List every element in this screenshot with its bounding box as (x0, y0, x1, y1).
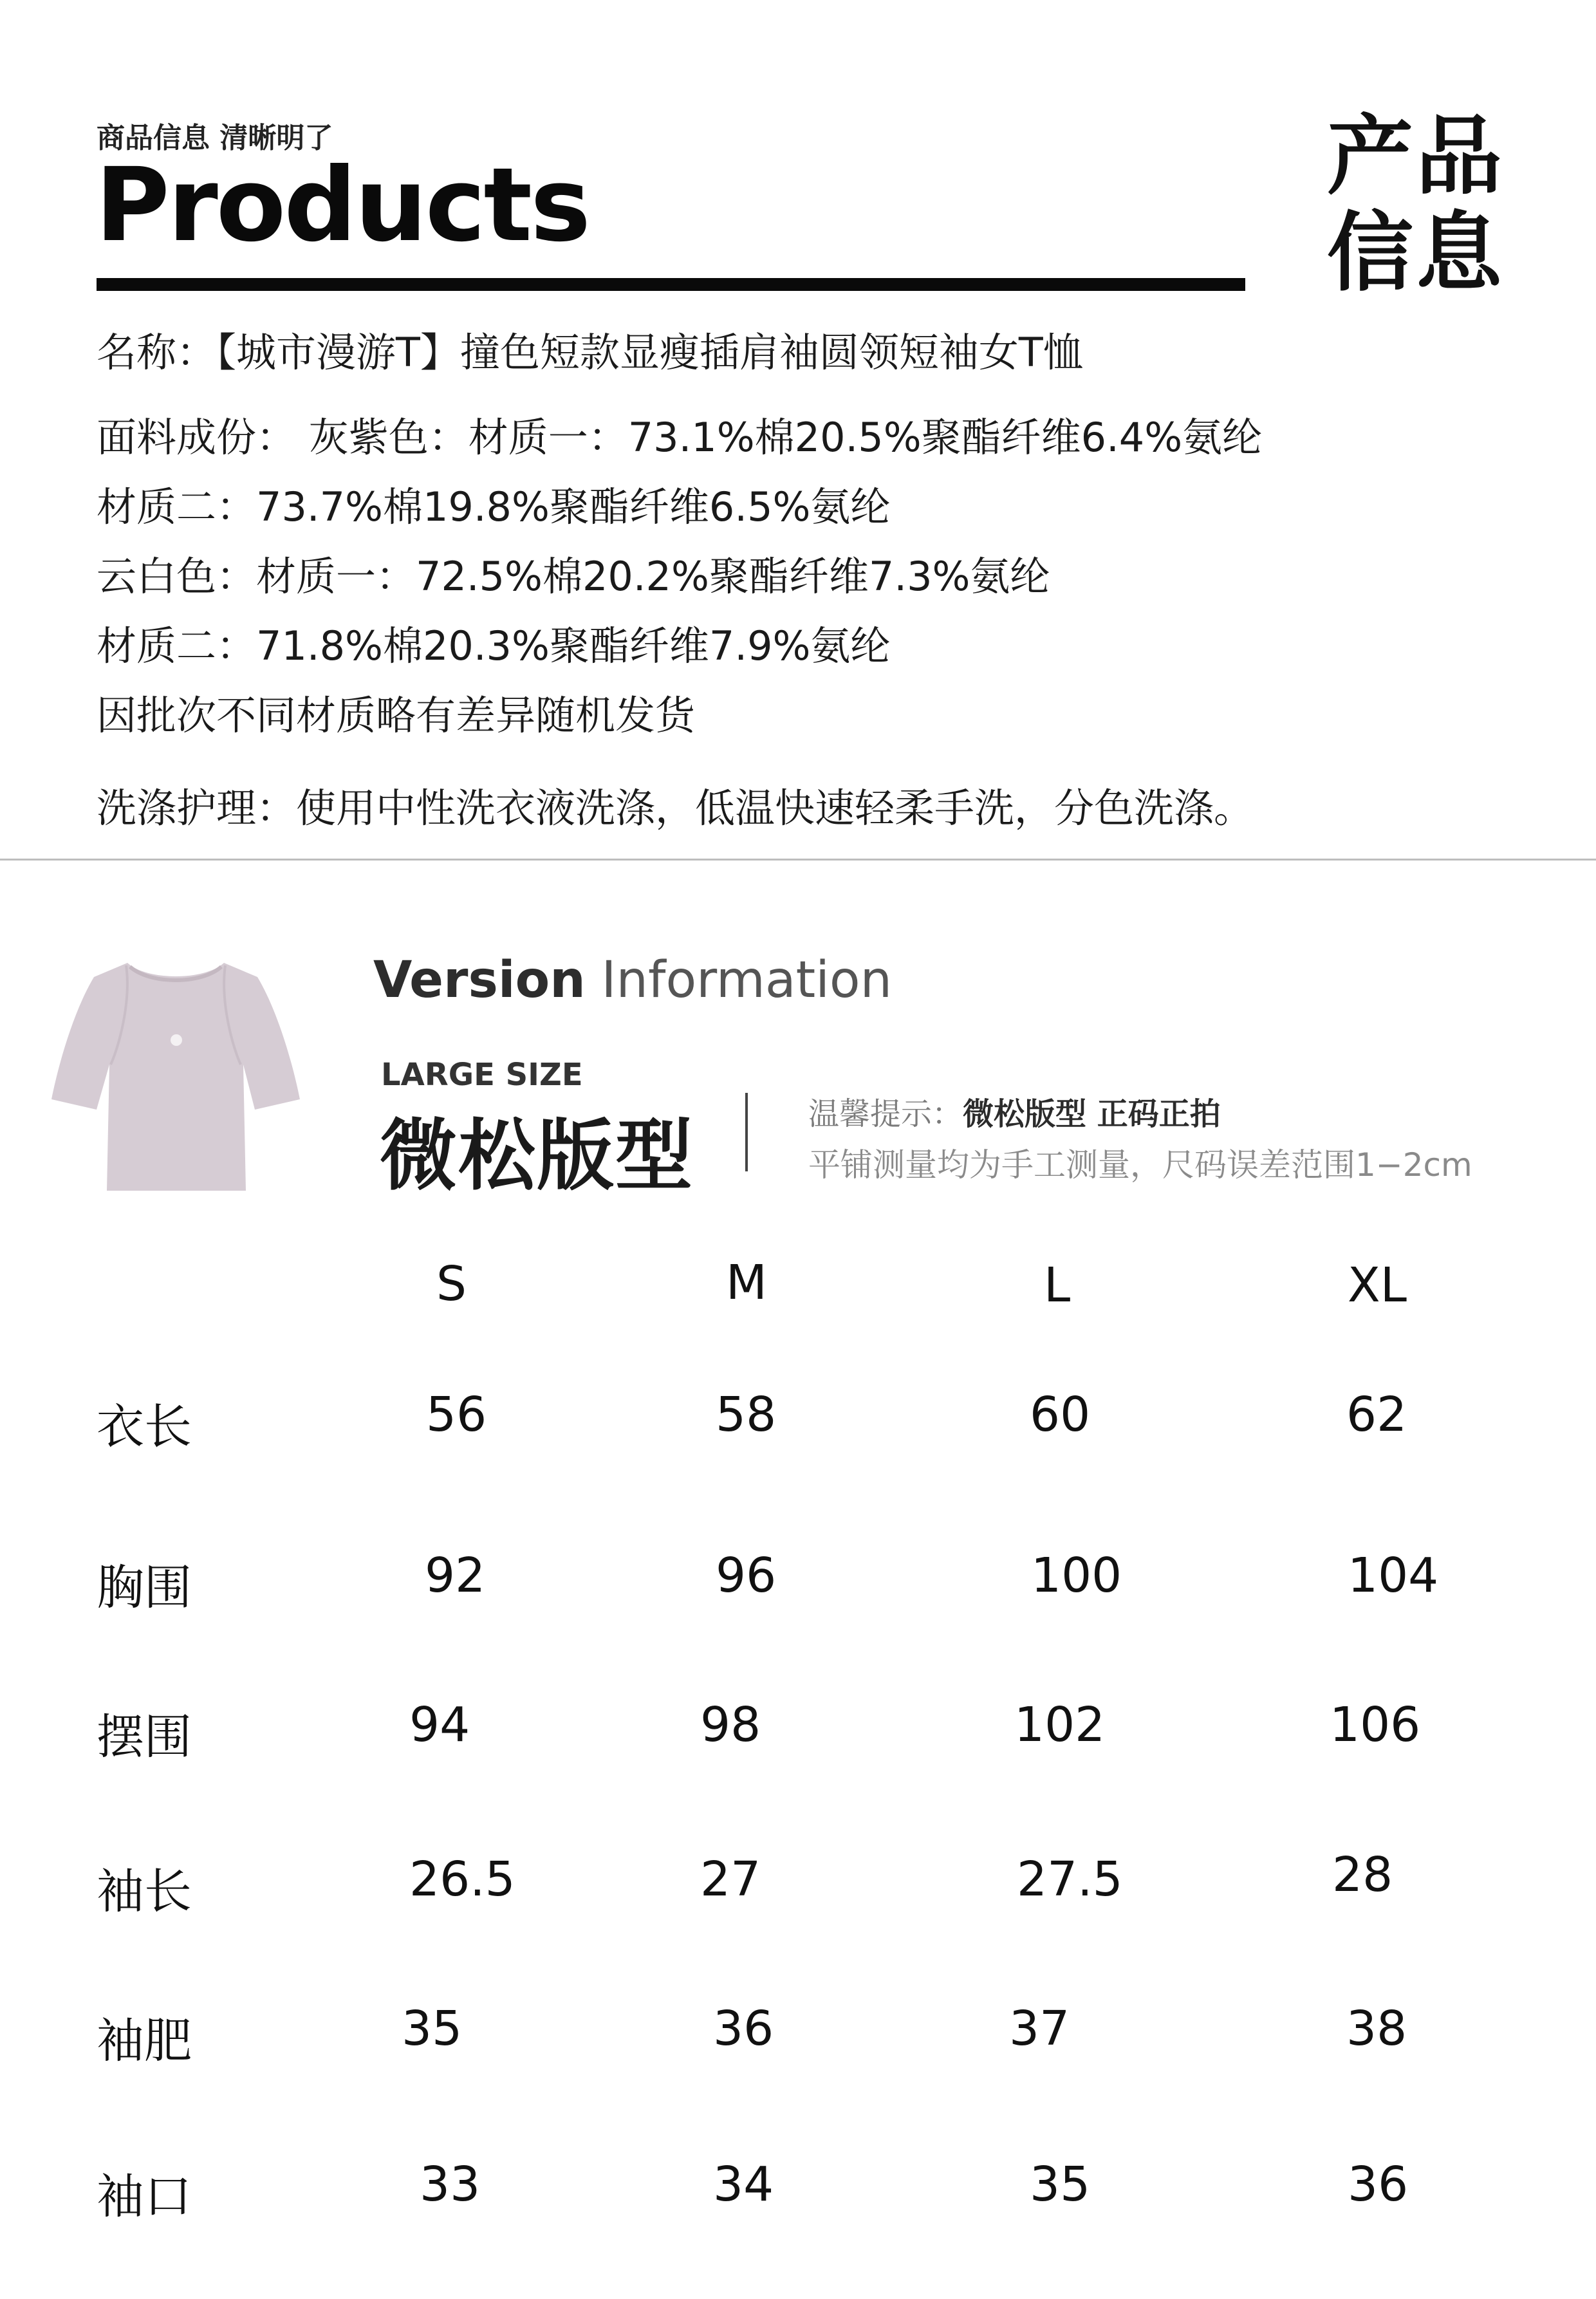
care-instructions: 洗涤护理：使用中性洗衣液洗涤，低温快速轻柔手洗，分色洗涤。 (97, 785, 1254, 832)
version-heading-bold: Version (373, 951, 586, 1009)
fit-name: 微松版型 (380, 1112, 694, 1201)
version-heading (373, 951, 892, 1009)
table-cell: 100 (1031, 1548, 1122, 1603)
table-cell: 36 (713, 2001, 774, 2056)
fabric-line-4: 材质二：71.8%棉20.3%聚酯纤维7.9%氨纶 (97, 622, 891, 669)
row-label-hem: 摆围 (97, 1709, 192, 1765)
table-cell: 26.5 (409, 1852, 515, 1907)
table-cell: 106 (1330, 1697, 1421, 1753)
row-label-chest: 胸围 (97, 1560, 192, 1615)
table-cell: 27 (700, 1852, 761, 1907)
tip-bold: 微松版型 正码正拍 (963, 1096, 1221, 1132)
table-cell: 28 (1332, 1847, 1393, 1903)
table-cell: 35 (402, 2001, 463, 2056)
table-cell: 60 (1030, 1387, 1091, 1442)
table-cell: 62 (1346, 1387, 1407, 1442)
tshirt-image (50, 951, 301, 1196)
table-cell: 35 (1030, 2157, 1091, 2212)
table-cell: 102 (1014, 1697, 1106, 1753)
size-header-m: M (726, 1255, 767, 1310)
row-label-length: 衣长 (97, 1399, 192, 1455)
size-header-xl: XL (1348, 1258, 1407, 1313)
size-header-s: S (436, 1256, 467, 1312)
tagline: 商品信息 清晰明了 (97, 122, 333, 154)
table-cell: 104 (1348, 1548, 1439, 1603)
table-cell: 98 (700, 1697, 761, 1753)
fabric-line-1: 面料成份： 灰紫色：材质一：73.1%棉20.5%聚酯纤维6.4%氨纶 (97, 414, 1263, 461)
version-heading-light: Information (585, 951, 893, 1009)
row-label-sleeve-length: 袖长 (97, 1864, 192, 1919)
page-title: Products (95, 146, 589, 265)
fabric-line-3: 云白色：材质一：72.5%棉20.2%聚酯纤维7.3%氨纶 (97, 553, 1050, 600)
table-cell: 56 (426, 1387, 487, 1442)
table-cell: 33 (420, 2157, 481, 2212)
tip-line-1 (808, 1089, 1221, 1133)
table-cell: 38 (1346, 2001, 1407, 2056)
table-cell: 37 (1009, 2001, 1070, 2056)
title-underline (97, 278, 1245, 291)
cn-title: 产品信息 (1327, 106, 1505, 303)
large-size-label: LARGE SIZE (381, 1057, 583, 1093)
tip-line-2: 平铺测量均为手工测量，尺码误差范围1−2cm (808, 1146, 1472, 1184)
fit-divider (745, 1093, 748, 1171)
table-cell: 36 (1348, 2157, 1409, 2212)
table-cell: 96 (716, 1548, 777, 1603)
row-label-cuff: 袖口 (97, 2169, 192, 2224)
row-label-sleeve-width: 袖肥 (97, 2013, 192, 2069)
table-cell: 27.5 (1017, 1852, 1123, 1907)
section-divider (0, 859, 1596, 861)
fabric-note: 因批次不同材质略有差异随机发货 (97, 692, 696, 739)
fabric-line-2: 材质二：73.7%棉19.8%聚酯纤维6.5%氨纶 (97, 483, 891, 530)
size-header-l: L (1044, 1258, 1071, 1313)
tip-prefix: 温馨提示： (808, 1096, 963, 1132)
product-name-line: 名称：【城市漫游T】撞色短款显瘦插肩袖圆领短袖女T恤 (97, 329, 1083, 376)
table-cell: 58 (716, 1387, 777, 1442)
table-cell: 34 (713, 2157, 774, 2212)
table-cell: 92 (425, 1548, 486, 1603)
table-cell: 94 (409, 1697, 470, 1753)
